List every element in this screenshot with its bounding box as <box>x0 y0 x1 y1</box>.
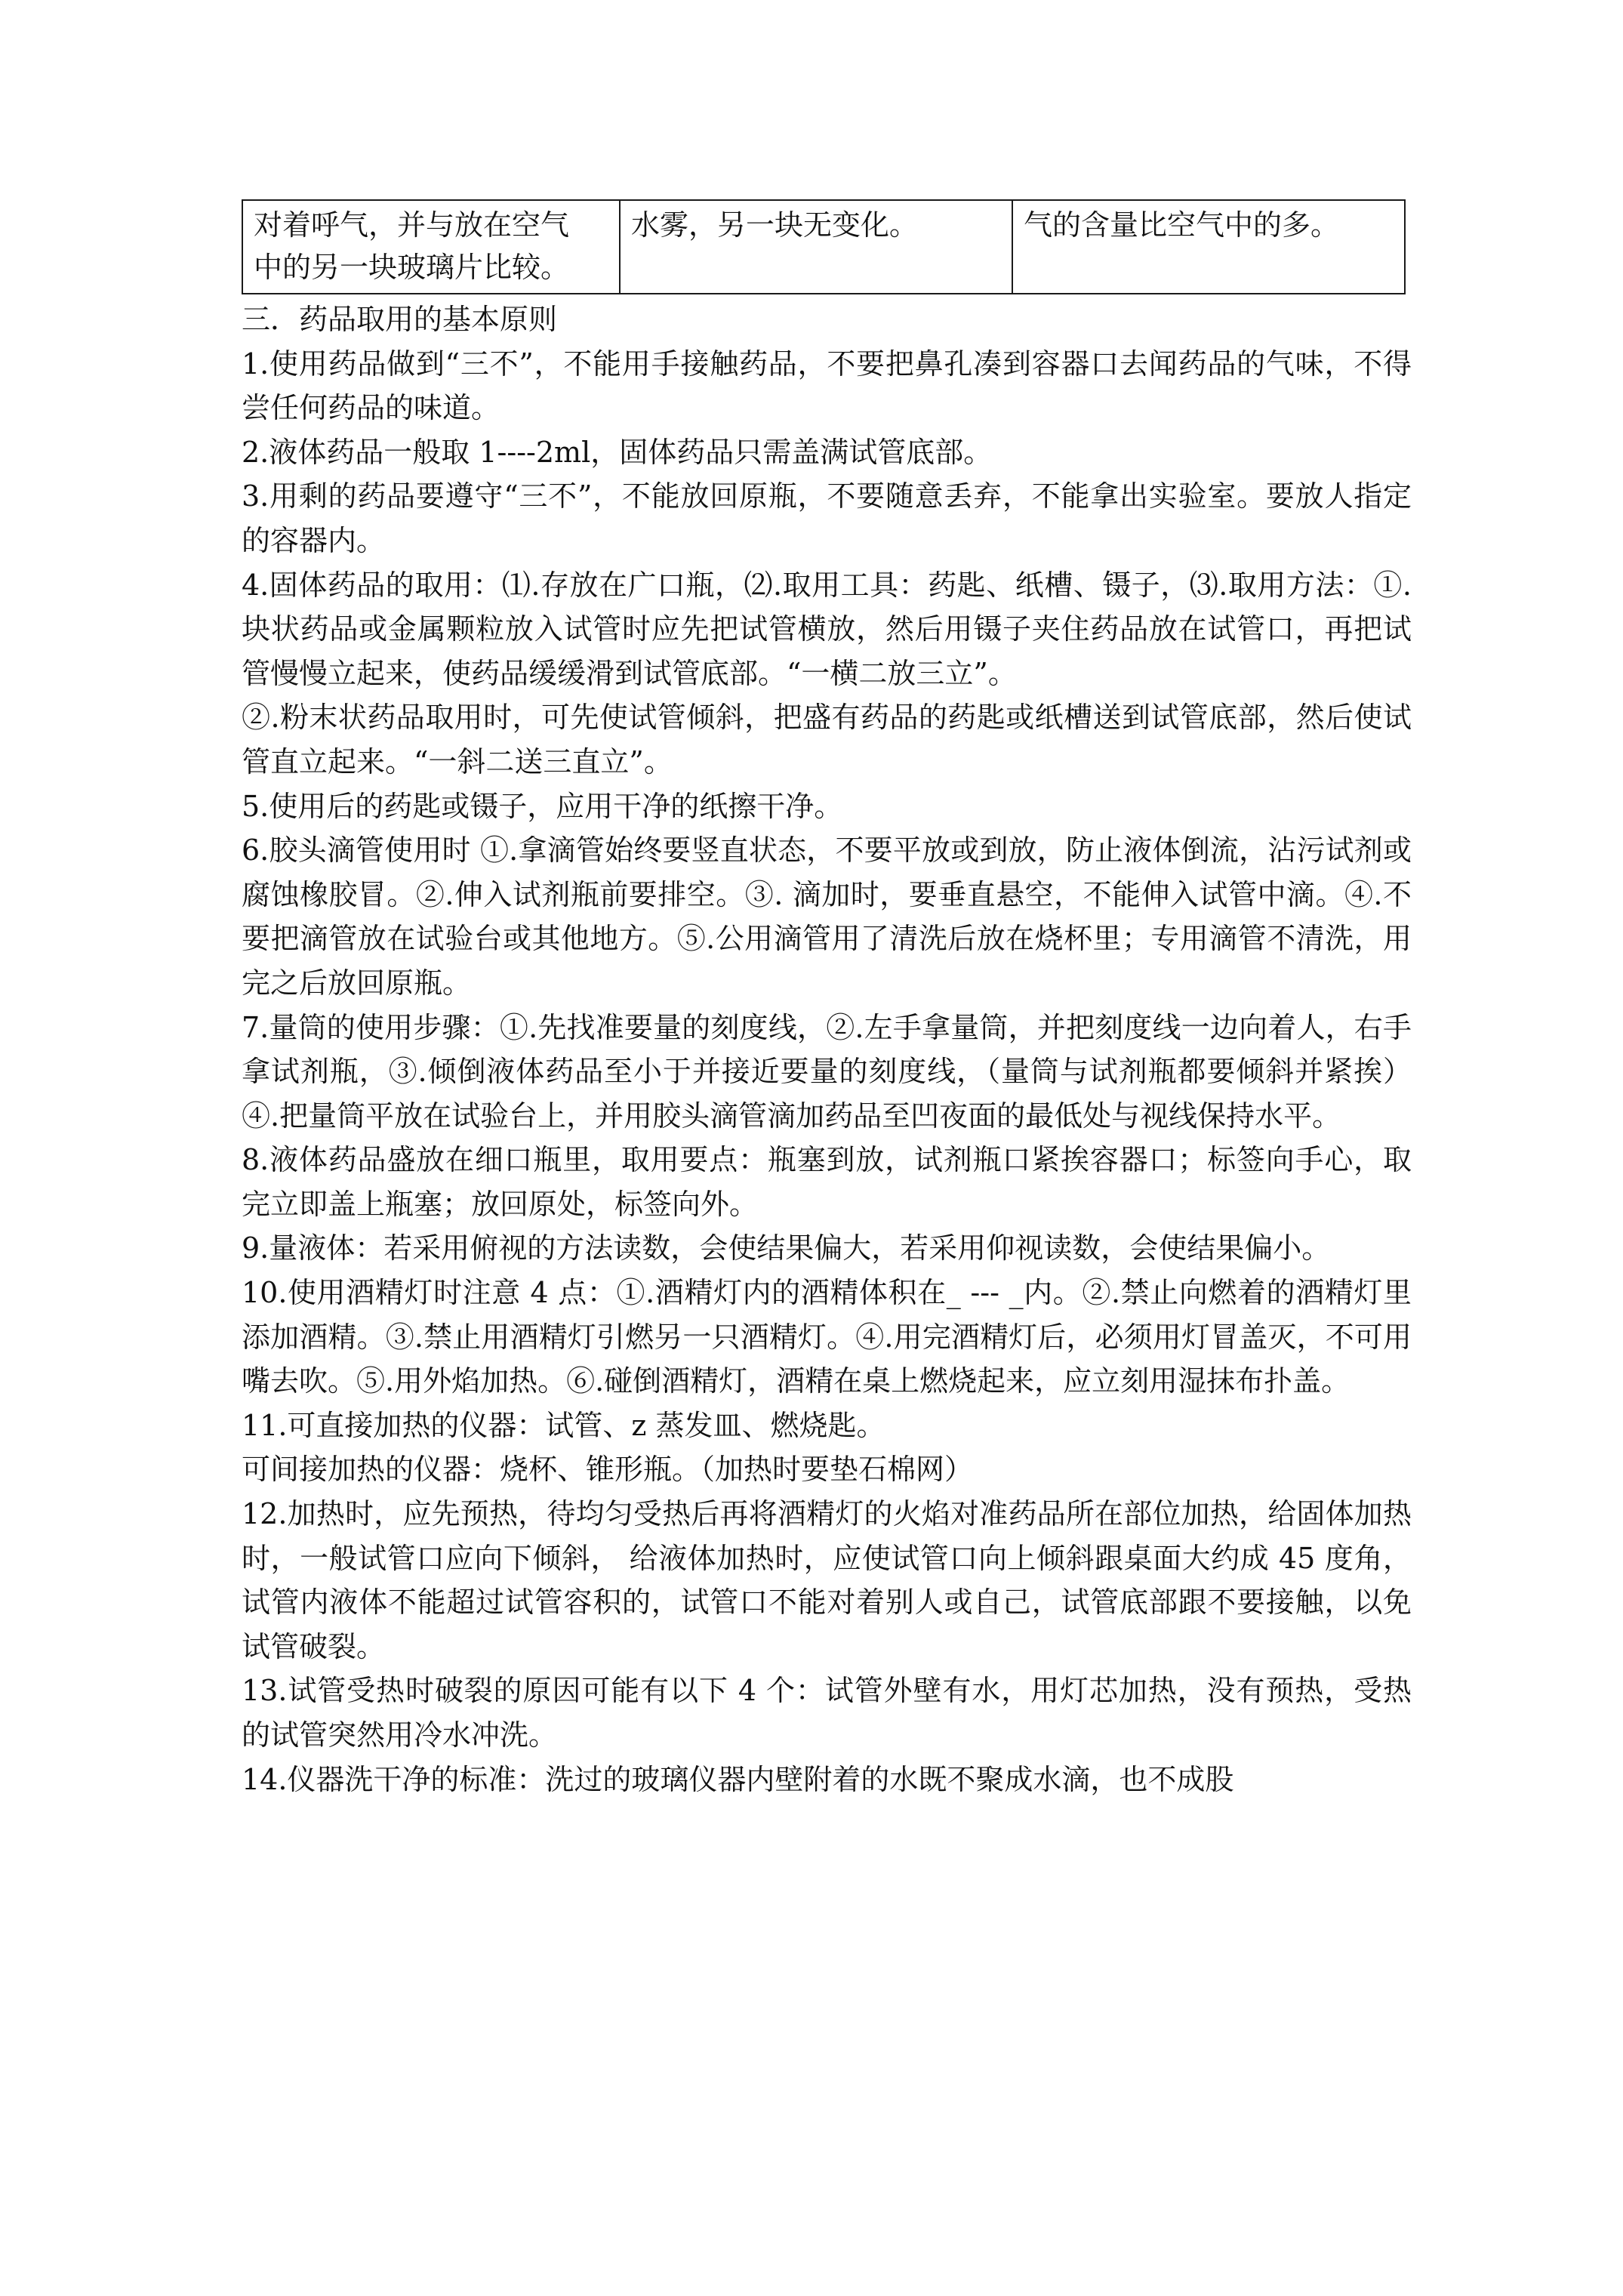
paragraph-5: 5.使用后的药匙或镊子，应用干净的纸擦干净。 <box>242 789 843 823</box>
paragraph-12: 12.加热时，应先预热，待均匀受热后再将酒精灯的火焰对准药品所在部位加热，给固体加热时，一般试管口应向下倾斜， 给液体加热时，应使试管口向上倾斜跟桌面大约成 45 度角，试管内液体不能超过试管容积的，试管口不能对着别人或自己，试管底部跟不要接触，以免试管破裂。 <box>242 1497 1412 1663</box>
paragraph-11-indirect: 可间接加热的仪器：烧杯、锥形瓶。（加热时要垫石棉网） <box>242 1453 974 1487</box>
paragraph-9: 9.量液体：若采用俯视的方法读数，会使结果偏大，若采用仰视读数，会使结果偏小。 <box>242 1231 1331 1265</box>
paragraph-3: 3.用剩的药品要遵守“三不”，不能放回原瓶，不要随意丢弃，不能拿出实验室。要放人指定的容器内。 <box>242 479 1412 557</box>
table-cell-conclusion: 气的含量比空气中的多。 <box>1012 200 1405 294</box>
table-row <box>242 200 1405 294</box>
paragraph-10: 10.使用酒精灯时注意 4 点：①.酒精灯内的酒精体积在_ --- _内。②.禁止向燃着的酒精灯里添加酒精。③.禁止用酒精灯引燃另一只酒精灯。④.用完酒精灯后，必须用灯冒盖灭，不可用嘴去吹。⑤.用外焰加热。⑥.碰倒酒精灯，酒精在桌上燃烧起来，应立刻用湿抹布扑盖。 <box>242 1276 1412 1398</box>
paragraph-1: 1.使用药品做到“三不”，不能用手接触药品，不要把鼻孔凑到容器口去闻药品的气味，不得尝任何药品的味道。 <box>242 347 1412 425</box>
paragraph-8: 8.液体药品盛放在细口瓶里，取用要点：瓶塞到放，试剂瓶口紧挨容器口；标签向手心，取完立即盖上瓶塞；放回原处，标签向外。 <box>242 1143 1412 1221</box>
paragraph-7: 7.量筒的使用步骤：①.先找准要量的刻度线，②.左手拿量筒，并把刻度线一边向着人，右手拿试剂瓶，③.倾倒液体药品至小于并接近要量的刻度线，（量筒与试剂瓶都要倾斜并紧挨）④.把量筒平放在试验台上，并用胶头滴管滴加药品至凹夜面的最低处与视线保持水平。 <box>242 1010 1412 1133</box>
table-cell-operation: 对着呼气，并与放在空气 中的另一块玻璃片比较。 <box>242 200 620 294</box>
table-cell-phenomenon: 水雾，另一块无变化。 <box>620 200 1012 294</box>
paragraph-14: 14.仪器洗干净的标准：洗过的玻璃仪器内壁附着的水既不聚成水滴，也不成股 <box>242 1762 1234 1796</box>
paragraph-4: 4.固体药品的取用：⑴.存放在广口瓶，⑵.取用工具：药匙、纸槽、镊子，⑶.取用方法：①.块状药品或金属颗粒放入试管时应先把试管横放，然后用镊子夹住药品放在试管口，再把试管慢慢立起来，使药品缓缓滑到试管底部。“一横二放三立”。 <box>242 568 1412 690</box>
section-heading: 三．药品取用的基本原则 <box>242 303 558 336</box>
paragraph-2: 2.液体药品一般取 1----2ml，固体药品只需盖满试管底部。 <box>242 435 993 469</box>
experiment-table <box>242 199 1406 294</box>
paragraph-4-powder: ②.粉末状药品取用时，可先使试管倾斜，把盛有药品的药匙或纸槽送到试管底部，然后使试管直立起来。“一斜二送三直立”。 <box>242 701 1412 778</box>
paragraph-11: 11.可直接加热的仪器：试管、z 蒸发皿、燃烧匙。 <box>242 1408 885 1442</box>
paragraph-6: 6.胶头滴管使用时 ①.拿滴管始终要竖直状态，不要平放或到放，防止液体倒流，沾污试剂或腐蚀橡胶冒。②.伸入试剂瓶前要排空。③. 滴加时，要垂直悬空，不能伸入试管中滴。④.不要把滴管放在试验台或其他地方。⑤.公用滴管用了清洗后放在烧杯里；专用滴管不清洗，用完之后放回原瓶。 <box>242 834 1412 1000</box>
document-body <box>242 297 1412 1801</box>
paragraph-13: 13.试管受热时破裂的原因可能有以下 4 个：试管外壁有水，用灯芯加热，没有预热，受热的试管突然用冷水冲洗。 <box>242 1674 1412 1752</box>
